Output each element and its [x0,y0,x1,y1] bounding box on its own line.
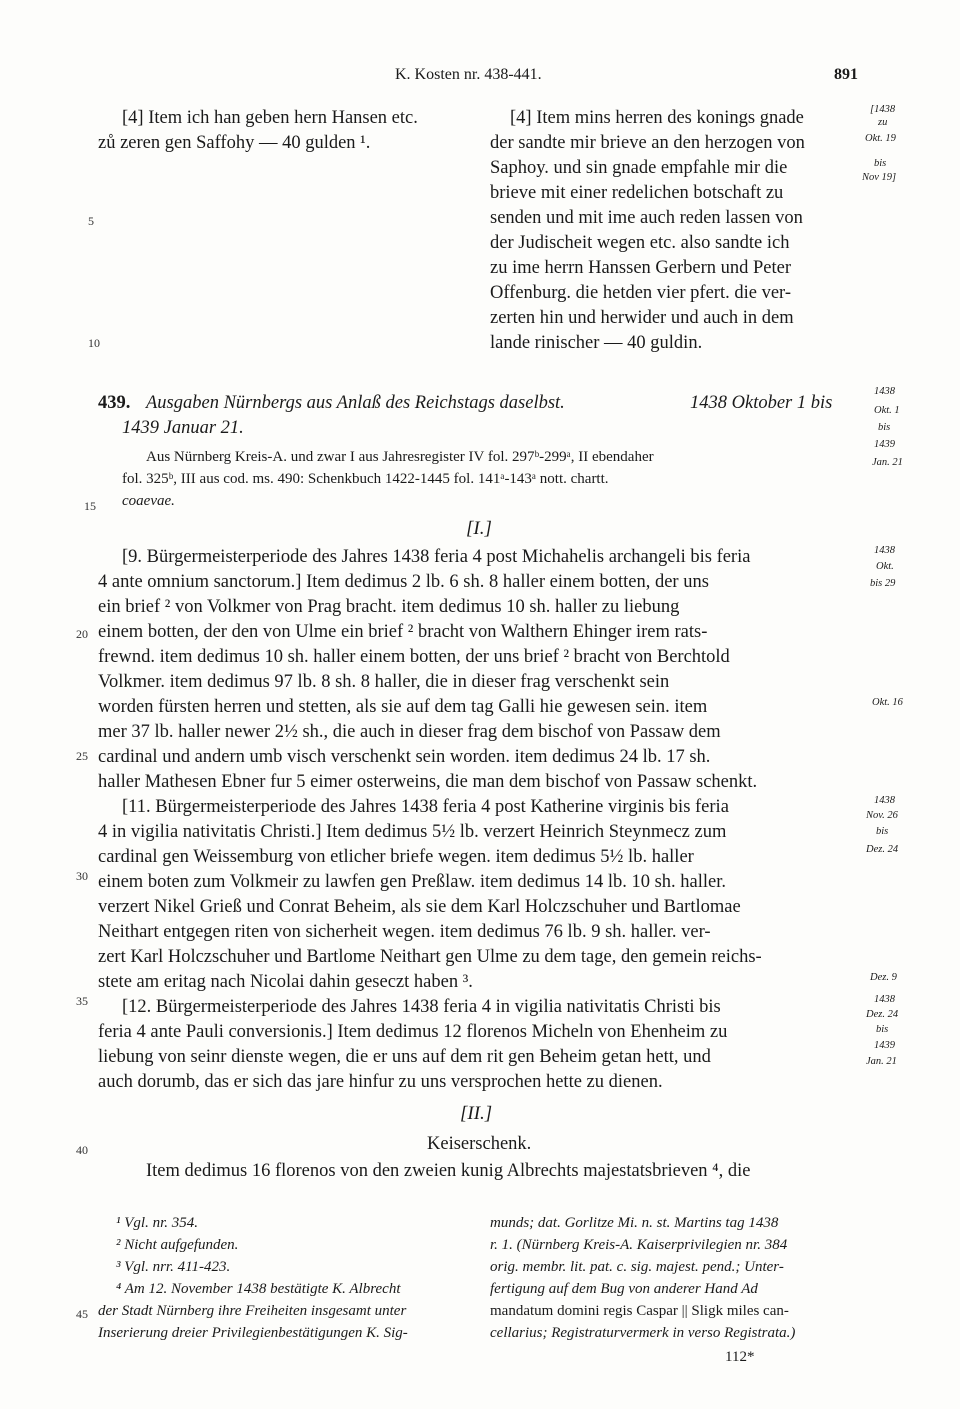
right-col-line: der sandte mir brieve an den herzogen von [490,133,805,153]
margin-note: Dez. 24 [866,1009,899,1020]
right-col-line: lande rinischer — 40 guldin. [490,333,703,353]
signature-mark: 112* [725,1349,755,1365]
margin-note: bis [874,158,887,169]
footnote-line: munds; dat. Gorlitze Mi. n. st. Martins tag 1438 [490,1215,779,1231]
margin-note: bis 29 [870,578,896,589]
line-number: 5 [88,214,94,228]
margin-note: bis [878,422,891,433]
body-line: frewnd. item dedimus 10 sh. haller einem botten, der uns brief ² bracht von Berchtold [98,647,730,667]
line-number: 35 [76,994,88,1008]
right-col-line: senden und mit ime auch reden lassen von [490,208,803,228]
body-line: einem boten zum Volkmeir zu lawfen gen Preßlaw. item dedimus 14 lb. 10 sh. haller. [98,872,727,892]
margin-note: Jan. 21 [866,1056,897,1067]
body-line: Neithart entgegen riten von sicherheit wegen. item dedimus 76 lb. 9 sh. haller. ver- [98,922,711,942]
right-col-line: zerten hin und herwider und auch in dem [490,308,794,328]
section-title: Keiserschenk. [427,1134,532,1154]
line-number: 15 [84,499,96,513]
source-line: Aus Nürnberg Kreis-A. und zwar I aus Jahresregister IV fol. 297ᵇ-299ᵃ, II ebendaher [146,449,654,465]
margin-note: 1439 [874,1040,895,1051]
body-line: worden fürsten herren und stetten, als sie auf dem tag Galli hie gewesen sein. item [98,697,708,717]
margin-note: Nov. 26 [866,810,898,821]
body-line: auch dorumb, das er sich das jare hinfur zu uns versprochen hette zu dienen. [98,1072,663,1092]
entry-number: 439. [98,393,131,413]
margin-note: [1438 [870,104,896,115]
margin-note: 1438 [874,386,895,397]
source-line: fol. 325ᵇ, III aus cod. ms. 490: Schenkbuch 1422-1445 fol. 141ᵃ-143ᵃ nott. chartt. [122,471,609,487]
entry-title: Ausgaben Nürnbergs aus Anlaß des Reichstags daselbst. [146,393,565,413]
section-heading: [I.] [466,518,492,539]
margin-note: Dez. 24 [866,844,899,855]
page-number: 891 [834,66,858,83]
margin-note: bis [876,1024,889,1035]
body-line: Item dedimus 16 florenos von den zweien kunig Albrechts majestatsbrieven ⁴, die [146,1161,751,1181]
footnote-line: Inserierung dreier Privilegienbestätigungen K. Sig- [98,1325,408,1341]
margin-note: Dez. 9 [870,972,897,983]
running-title: K. Kosten nr. 438-441. [395,66,542,83]
margin-note: 1438 [874,994,895,1005]
source-line: coaevae. [122,493,175,509]
line-number: 40 [76,1143,88,1157]
footnote-line: mandatum domini regis Caspar || Sligk miles can- [490,1303,789,1319]
right-col-line: Saphoy. und sin gnade empfahle mir die [490,158,788,178]
line-number: 20 [76,627,88,641]
footnote-line: fertigung auf dem Bug von anderer Hand Ad [490,1281,758,1297]
body-line: haller Mathesen Ebner fur 5 eimer osterweins, die man dem bischof von Passaw schenkt. [98,772,758,792]
footnote-line: orig. membr. lit. pat. c. sig. majest. pend.; Unter- [490,1259,784,1275]
margin-note: Okt. [876,561,894,572]
footnote-line: ² Nicht aufgefunden. [116,1237,239,1253]
footnote-line: der Stadt Nürnberg ihre Freiheiten insgesamt unter [98,1303,407,1319]
margin-note: Jan. 21 [872,457,903,468]
body-line: verzert Nikel Grieß und Conrat Beheim, als sie dem Karl Holczschuher und Bartlomae [98,897,741,917]
body-line: [12. Bürgermeisterperiode des Jahres 1438 feria 4 in vigilia nativitatis Christi bis [122,997,721,1017]
left-col-line: [4] Item ich han geben hern Hansen etc. [122,108,418,128]
footnote-line: ¹ Vgl. nr. 354. [116,1215,199,1231]
right-col-line: der Judischeit wegen etc. also sandte ich [490,233,790,253]
margin-note: bis [876,826,889,837]
body-line: Volkmer. item dedimus 97 lb. 8 sh. 8 haller, die in dieser frag verschenkt sein [98,672,670,692]
footnote-line: cellarius; Registraturvermerk in verso Registrata.) [490,1325,796,1341]
right-col-line: brieve mit einer redelichen botschaft zu [490,183,784,203]
body-line: einem botten, der den von Ulme ein brief ² bracht von Walthern Ehinger irem rats- [98,622,708,642]
body-line: liebung von seinr dienste wegen, die er uns auf dem rit gen Beheim getan hett, und [98,1047,711,1067]
margin-note: 1439 [874,439,895,450]
line-number: 25 [76,749,88,763]
body-line: cardinal gen Weissemburg von etlicher briefe wegen. item dedimus 5½ lb. haller [98,847,694,867]
right-col-line: [4] Item mins herren des konings gnade [510,108,804,128]
footnote-line: ⁴ Am 12. November 1438 bestätigte K. Albrecht [116,1281,401,1297]
entry-date: 1438 Oktober 1 bis [690,393,833,413]
footnote-line: r. 1. (Nürnberg Kreis-A. Kaiserprivilegien nr. 384 [490,1237,788,1253]
margin-note: 1438 [874,795,895,806]
body-line: cardinal und andern umb visch verschenkt sein worden. item dedimus 24 lb. 17 sh. [98,747,711,767]
margin-note: Okt. 16 [872,697,903,708]
margin-note: zu [878,117,888,128]
body-line: 4 in vigilia nativitatis Christi.] Item dedimus 5½ lb. verzert Heinrich Steynmecz zum [98,822,727,842]
margin-note: Okt. 19 [865,133,896,144]
right-col-line: zu ime herrn Hanssen Gerbern und Peter [490,258,792,278]
line-number: 30 [76,869,88,883]
entry-date-line2: 1439 Januar 21. [122,418,244,438]
body-line: zert Karl Holczschuher und Bartlome Neithart gen Ulme zu dem tage, den gemein reichs- [98,947,762,967]
margin-note: Nov 19] [862,172,897,183]
body-line: stete am eritag nach Nicolai dahin geseczt haben ³. [98,972,473,992]
body-line: mer 37 lb. haller newer 2½ sh., die auch in dieser frag dem bischof von Passaw dem [98,722,721,742]
line-number: 45 [76,1307,88,1321]
body-line: ein brief ² von Volkmer von Prag bracht. item dedimus 10 sh. haller zu liebung [98,597,680,617]
left-col-line: zů zeren gen Saffohy — 40 gulden ¹. [98,133,371,153]
line-number: 10 [88,336,100,350]
body-line: 4 ante omnium sanctorum.] Item dedimus 2 lb. 6 sh. 8 haller einem botten, der uns [98,572,709,592]
footnote-line: ³ Vgl. nrr. 411-423. [116,1259,231,1275]
section-heading: [II.] [460,1103,493,1124]
body-line: [9. Bürgermeisterperiode des Jahres 1438 feria 4 post Michahelis archangeli bis feria [122,547,751,567]
right-col-line: Offenburg. die hetden vier pfert. die ver- [490,283,791,303]
margin-note: 1438 [874,545,895,556]
body-line: feria 4 ante Pauli conversionis.] Item dedimus 12 florenos Micheln von Ehenheim zu [98,1022,728,1042]
body-line: [11. Bürgermeisterperiode des Jahres 1438 feria 4 post Katherine virginis bis feria [122,797,729,817]
margin-note: Okt. 1 [874,405,900,416]
